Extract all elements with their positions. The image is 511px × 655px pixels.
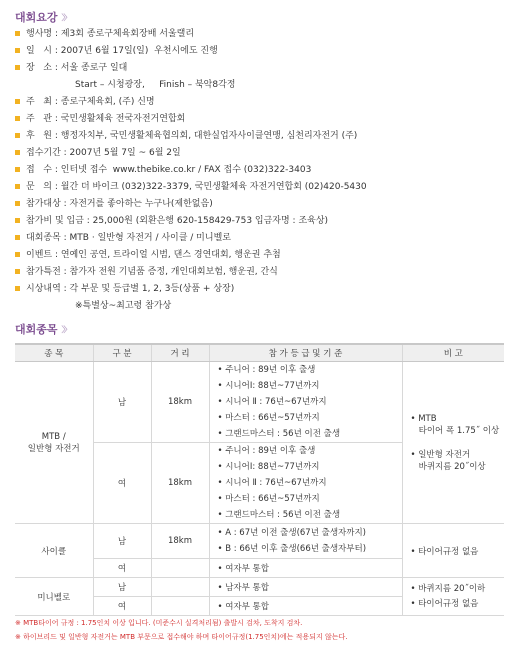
info-row-categories: 대회종목 : MTB · 일반형 자전거 / 사이클 / 미니벨로: [15, 232, 505, 249]
cycle-category-cell: 사이클: [15, 524, 93, 578]
info-value: 종로구체육회, (주) 신명: [60, 97, 155, 107]
info-row-organizer: 주 관 : 국민생활체육 전국자전거연합회: [15, 113, 505, 130]
minivelo-female-criteria: • 여자부 통합: [209, 597, 402, 616]
info-value: 인터넷 접수 www.thebike.co.kr / FAX 접수 (032)322-3403: [60, 165, 312, 175]
info-label: 이벤트: [26, 250, 53, 260]
mtb-category-cell: [15, 362, 93, 524]
chevron-icon: 〉〉: [61, 324, 70, 334]
remark-line: • MTB: [410, 413, 437, 424]
remark-line: [411, 437, 505, 449]
info-value: 2007년 5월 7일 ~ 6월 2일: [69, 148, 181, 158]
info-value: 월간 더 바이크 (032)322-3379, 국민생활체육 자전거연합회 (02)420-5430: [60, 182, 367, 192]
remark-line: 타이어 폭 1.75˝ 이상: [410, 425, 500, 436]
overview-list: [15, 28, 505, 317]
info-row-host: 주 최 : 종로구체육회, (주) 신명: [15, 96, 505, 113]
special-award-note: ※특별상~최고령 참가상: [75, 301, 172, 311]
chevron-icon: 〉〉: [61, 12, 70, 22]
bullet-icon: [15, 235, 20, 240]
remark-line: • 바퀴지름 20˝이하: [410, 584, 486, 594]
criteria-line: • 시니어Ⅰ: 88년~77년까지: [217, 462, 320, 472]
info-row-awards: 시상내역 : 각 부문 및 등급별 1, 2, 3등(상품 + 상장): [15, 283, 505, 300]
info-label: 대회종목: [26, 233, 61, 243]
info-label: 후 원: [26, 131, 52, 141]
header-criteria: 참 가 등 급 및 기 준: [209, 344, 402, 362]
info-label: 참가대상: [26, 199, 61, 209]
info-value: 25,000원 (외환은행 620-158429-753 입금자명 : 조육상): [92, 216, 329, 226]
cycle-female-criteria: • 여자부 통합: [209, 559, 402, 578]
criteria-line: • 주니어 : 89년 이후 출생: [217, 365, 316, 375]
info-row-award-note: [15, 300, 505, 317]
info-row-date: 일 시 : 2007년 6월 17일(일) 우천시에도 진행: [15, 45, 505, 62]
info-row-fee: 참가비 및 입금 : 25,000원 (외환은행 620-158429-753 입금자명 : 조육상): [15, 215, 505, 232]
minivelo-male-division: 남: [93, 578, 151, 597]
cycle-male-distance: 18km: [151, 524, 209, 559]
info-value: 자전거를 좋아하는 누구나(제한없음): [69, 199, 213, 209]
info-row-period: 접수기간 : 2007년 5월 7일 ~ 6월 2일: [15, 147, 505, 164]
info-row-place-sub: [15, 79, 505, 96]
info-value: MTB · 일반형 자전거 / 사이클 / 미니벨로: [69, 233, 231, 243]
overview-title: [15, 9, 70, 25]
info-row-events: 이벤트 : 연예인 공연, 트라이얼 시범, 댄스 경연대회, 행운권 추첨: [15, 249, 505, 266]
info-value: 각 부문 및 등급별 1, 2, 3등(상품 + 상장): [69, 284, 235, 294]
info-label: 참가특전: [26, 267, 61, 277]
criteria-line: • 시니어 Ⅱ : 76년~67년까지: [217, 478, 327, 488]
criteria-line: • A : 67년 이전 출생(67년 출생자까지): [217, 528, 366, 538]
remark-line: • 타이어규정 없음: [410, 599, 479, 609]
criteria-line: • 시니어 Ⅱ : 76년~67년까지: [217, 397, 327, 407]
minivelo-remarks: [402, 578, 504, 616]
mtb-male-division: 남: [93, 362, 151, 443]
footnote-tire-rule: ※ MTB타이어 규정 : 1.75인치 이상 입니다. (미준수시 실격처리됨) 출발시 검차, 도착지 검차.: [15, 619, 303, 627]
bullet-icon: [15, 201, 20, 206]
criteria-line: • 시니어Ⅰ: 88년~77년까지: [217, 381, 320, 391]
header-category: 종 목: [15, 344, 93, 362]
info-value: 2007년 6월 17일(일) 우천시에도 진행: [60, 46, 218, 56]
bullet-icon: [15, 269, 20, 274]
bullet-icon: [15, 99, 20, 104]
overview-title-text: 대회요강: [15, 11, 58, 24]
minivelo-female-division: 여: [93, 597, 151, 616]
mtb-remarks: [402, 362, 504, 524]
criteria-line: • 그랜드마스터 : 56년 이전 출생: [217, 510, 341, 520]
cycle-remarks: • 타이어규정 없음: [402, 524, 504, 578]
header-division: 구 분: [93, 344, 151, 362]
info-row-sponsor: 후 원 : 행정자치부, 국민생활체육협의회, 대한실업자사이클연맹, 심천리자전거 (주): [15, 130, 505, 147]
cycle-male-division: 남: [93, 524, 151, 559]
events-title: [15, 321, 70, 337]
info-label: 주 최: [26, 97, 52, 107]
minivelo-female-distance: [151, 597, 209, 616]
bullet-icon: [15, 184, 20, 189]
mtb-female-division: 여: [93, 443, 151, 524]
minivelo-category-cell: 미니벨로: [15, 578, 93, 616]
table-row: [15, 578, 504, 597]
bullet-icon: [15, 31, 20, 36]
info-label: 접 수: [26, 165, 52, 175]
mtb-male-criteria: [209, 362, 402, 443]
bullet-icon: [15, 116, 20, 121]
criteria-line: • 주니어 : 89년 이후 출생: [217, 446, 316, 456]
info-row-place: 장 소 : 서울 종로구 일대: [15, 62, 505, 79]
info-label: 시상내역: [26, 284, 61, 294]
bullet-icon: [15, 252, 20, 257]
info-row-benefits: 참가특전 : 참가자 전원 기념품 증정, 개인대회보험, 행운권, 간식: [15, 266, 505, 283]
cycle-female-division: 여: [93, 559, 151, 578]
info-label: 주 관: [26, 114, 52, 124]
footnotes: [15, 616, 509, 644]
mtb-female-criteria: [209, 443, 402, 524]
bullet-icon: [15, 286, 20, 291]
table-header-row: [15, 344, 504, 362]
bullet-icon: [15, 65, 20, 70]
header-remarks: 비 고: [402, 344, 504, 362]
info-row-name: 행사명 : 제3회 종로구체육회장배 서울랠리: [15, 28, 505, 45]
table-row: [15, 524, 504, 559]
info-value: 제3회 종로구체육회장배 서울랠리: [60, 29, 195, 39]
remark-line: • 일반형 자전거: [410, 449, 471, 460]
info-label: 접수기간: [26, 148, 61, 158]
info-value: 국민생활체육 전국자전거연합회: [60, 114, 186, 124]
info-value: 행정자치부, 국민생활체육협의회, 대한실업자사이클연맹, 심천리자전거 (주): [60, 131, 358, 141]
info-value: 참가자 전원 기념품 증정, 개인대회보험, 행운권, 간식: [69, 267, 278, 277]
criteria-line: • 마스터 : 66년~57년까지: [217, 494, 320, 504]
bullet-icon: [15, 167, 20, 172]
bullet-icon: [15, 48, 20, 53]
cycle-female-distance: [151, 559, 209, 578]
bullet-icon: [15, 133, 20, 138]
info-label: 행사명: [26, 29, 53, 39]
info-label: 일 시: [26, 46, 52, 56]
events-table: [15, 343, 504, 616]
mtb-male-distance: 18km: [151, 362, 209, 443]
table-row: [15, 362, 504, 443]
start-finish-text: Start – 시청광장, Finish – 북악8각정: [75, 80, 236, 90]
criteria-line: • 마스터 : 66년~57년까지: [217, 413, 320, 423]
info-value: 연예인 공연, 트라이얼 시범, 댄스 경연대회, 행운권 추첨: [60, 250, 281, 260]
cycle-male-criteria: [209, 524, 402, 559]
bullet-icon: [15, 218, 20, 223]
info-label: 참가비 및 입금: [26, 216, 84, 226]
minivelo-male-distance: [151, 578, 209, 597]
mtb-female-distance: 18km: [151, 443, 209, 524]
info-row-eligibility: 참가대상 : 자전거를 좋아하는 누구나(제한없음): [15, 198, 505, 215]
info-row-contact: 문 의 : 월간 더 바이크 (032)322-3379, 국민생활체육 자전거연합회 (02)420-5430: [15, 181, 505, 198]
criteria-line: • B : 66년 이후 출생(66년 출생자부터): [217, 544, 367, 554]
remark-line: 바퀴지름 20˝이상: [410, 461, 486, 472]
bullet-icon: [15, 150, 20, 155]
mtb-name-sub: 일반형 자전거: [27, 443, 80, 454]
events-title-text: 대회종목: [15, 323, 58, 336]
minivelo-male-criteria: • 남자부 통합: [209, 578, 402, 597]
mtb-name: MTB /: [41, 431, 66, 442]
header-distance: 거 리: [151, 344, 209, 362]
info-label: 장 소: [26, 63, 52, 73]
criteria-line: • 그랜드마스터 : 56년 이전 출생: [217, 429, 341, 439]
footnote-hybrid-rule: ※ 하이브리드 및 일반형 자전거는 MTB 부문으로 접수해야 하며 타이어규정(1.75인치)에는 적용되지 않는다.: [15, 633, 348, 641]
info-row-registration: 접 수 : 인터넷 접수 www.thebike.co.kr / FAX 접수 (032)322-3403: [15, 164, 505, 181]
info-label: 문 의: [26, 182, 52, 192]
info-value: 서울 종로구 일대: [60, 63, 128, 73]
